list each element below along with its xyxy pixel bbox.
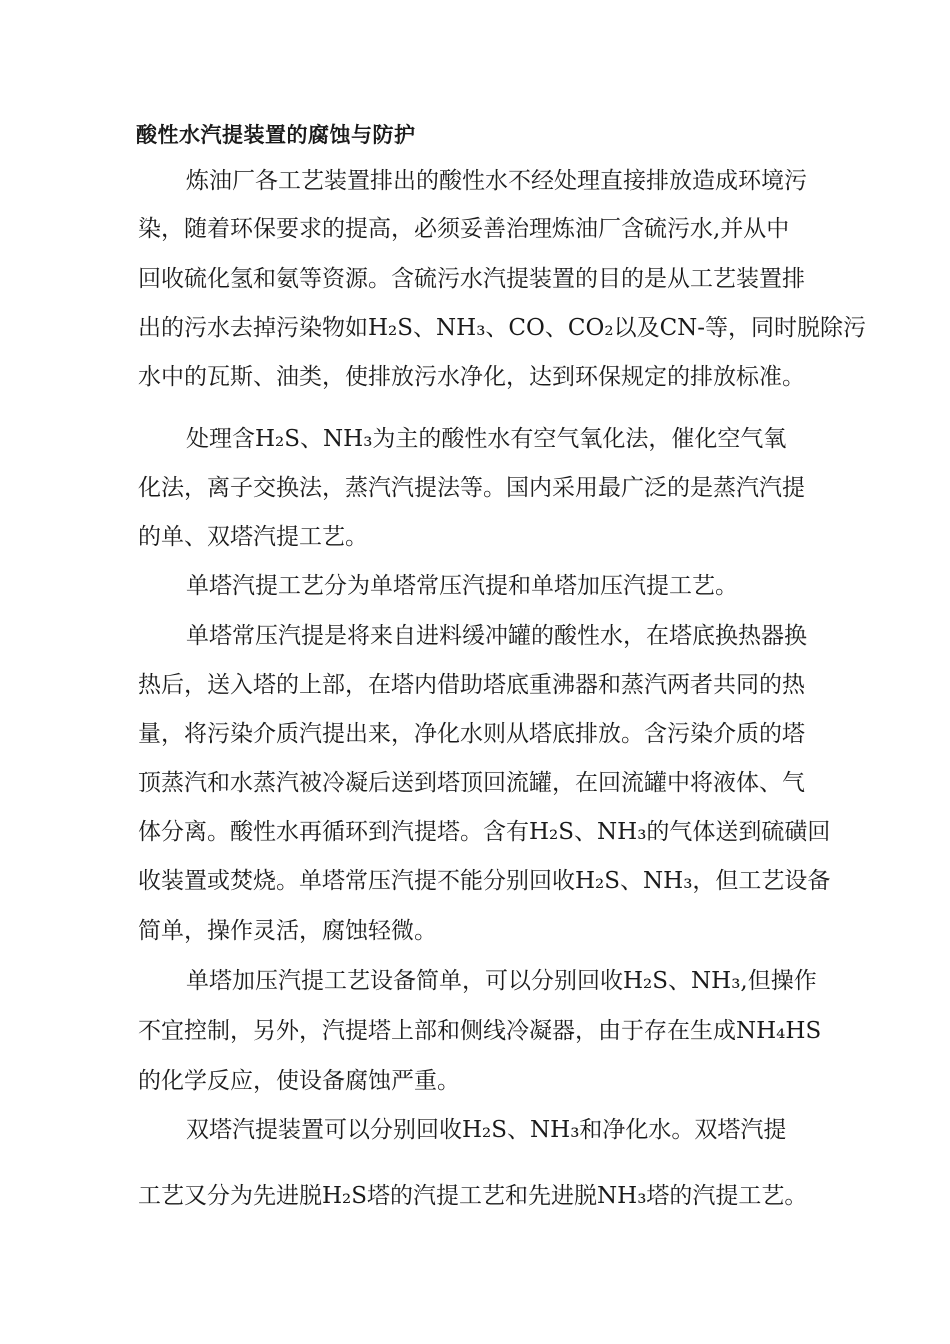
paragraph-line: 收装置或焚烧。单塔常压汽提不能分别回收H₂S、NH₃，但工艺设备 — [138, 868, 831, 894]
paragraph-line: 工艺又分为先进脱H₂S塔的汽提工艺和先进脱NH₃塔的汽提工艺。 — [138, 1183, 808, 1209]
paragraph-line: 回收硫化氢和氨等资源。含硫污水汽提装置的目的是从工艺装置排 — [138, 266, 805, 292]
paragraph-line: 水中的瓦斯、油类，使排放污水净化，达到环保规定的排放标准。 — [138, 364, 805, 390]
paragraph-line: 双塔汽提装置可以分别回收H₂S、NH₃和净化水。双塔汽提 — [186, 1117, 787, 1143]
document-title: 酸性水汽提装置的腐蚀与防护 — [136, 123, 416, 147]
paragraph-line: 单塔汽提工艺分为单塔常压汽提和单塔加压汽提工艺。 — [186, 573, 738, 599]
paragraph-line: 出的污水去掉污染物如H₂S、NH₃、CO、CO₂以及CN-等，同时脱除污 — [138, 315, 867, 341]
paragraph-line: 简单，操作灵活，腐蚀轻微。 — [138, 918, 437, 944]
paragraph-line: 的单、双塔汽提工艺。 — [138, 524, 368, 550]
paragraph-line: 单塔常压汽提是将来自进料缓冲罐的酸性水，在塔底换热器换 — [186, 623, 807, 649]
paragraph-line: 炼油厂各工艺装置排出的酸性水不经处理直接排放造成环境污 — [186, 168, 807, 194]
paragraph-line: 量，将污染介质汽提出来，净化水则从塔底排放。含污染介质的塔 — [138, 721, 805, 747]
paragraph-line: 顶蒸汽和水蒸汽被冷凝后送到塔顶回流罐，在回流罐中将液体、气 — [138, 770, 805, 796]
paragraph-line: 单塔加压汽提工艺设备简单，可以分别回收H₂S、NH₃,但操作 — [186, 968, 817, 994]
paragraph-line: 不宜控制，另外，汽提塔上部和侧线冷凝器，由于存在生成NH₄HS — [138, 1018, 822, 1044]
paragraph-line: 染，随着环保要求的提高，必须妥善治理炼油厂含硫污水,并从中 — [138, 216, 790, 242]
paragraph-line: 化法，离子交换法，蒸汽汽提法等。国内采用最广泛的是蒸汽汽提 — [138, 475, 805, 501]
paragraph-line: 的化学反应，使设备腐蚀严重。 — [138, 1068, 460, 1094]
paragraph-line: 热后，送入塔的上部，在塔内借助塔底重沸器和蒸汽两者共同的热 — [138, 672, 805, 698]
paragraph-line: 处理含H₂S、NH₃为主的酸性水有空气氧化法，催化空气氧 — [186, 426, 787, 452]
paragraph-line: 体分离。酸性水再循环到汽提塔。含有H₂S、NH₃的气体送到硫磺回 — [138, 819, 831, 845]
